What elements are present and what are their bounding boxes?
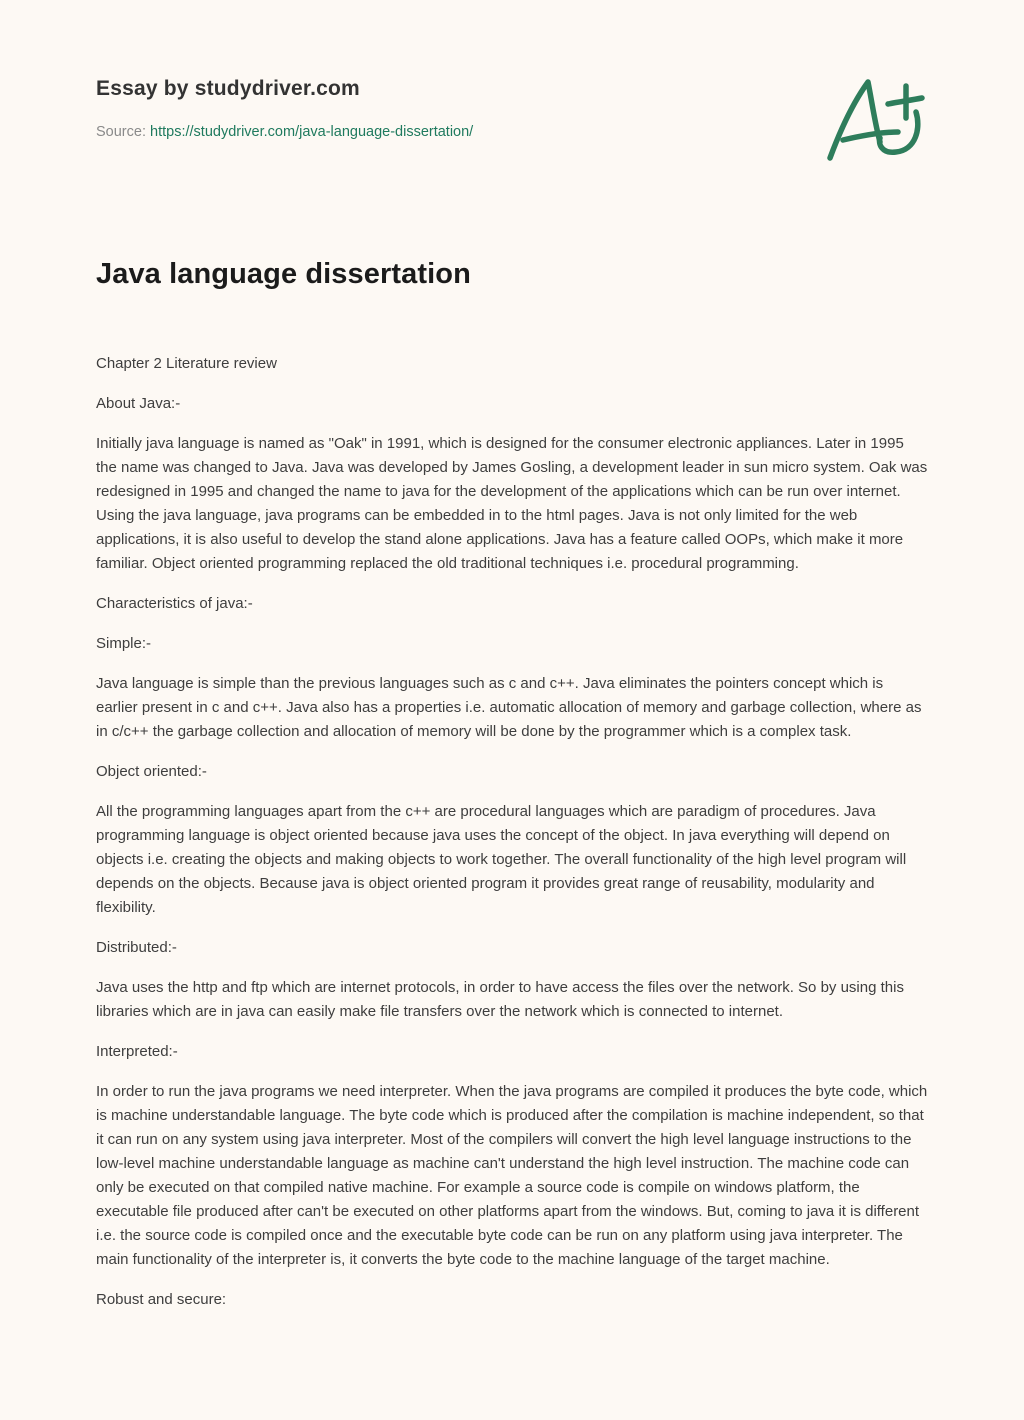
paragraph-section-heading: Distributed:-	[96, 939, 177, 956]
document-body	[96, 352, 928, 1328]
source-label: Source:	[96, 124, 146, 140]
a-plus-grade-icon	[820, 66, 930, 166]
paragraph: Java uses the http and ftp which are internet protocols, in order to have access the files over the network. So by using this libraries which are in java can easily make file transfers over the network which is connected to internet.	[96, 979, 904, 1020]
paragraph: Java language is simple than the previous languages such as c and c++. Java eliminates the pointers concept which is earlier present in c and c++. Java also has a properties i.e. automatic allocation of memory and garbage collection, where as in c/c++ the garbage collection and allocation of memory will be done by the programmer which is a complex task.	[96, 675, 922, 740]
page-header	[96, 74, 796, 142]
paragraph-section-heading: About Java:-	[96, 395, 181, 412]
paragraph: Initially java language is named as "Oak" in 1991, which is designed for the consumer electronic appliances. Later in 1995 the name was changed to Java. Java was developed by James Gosling, a development leader in sun micro system. Oak was redesigned in 1995 and changed the name to java for the development of the applications which can be run over internet. Using the java language, java programs can be embedded in to the html pages. Java is not only limited for the web applications, it is also useful to develop the stand alone applications. Java has a feature called OOPs, which make it more familiar. Object oriented programming replaced the old traditional techniques i.e. procedural programming.	[96, 435, 928, 572]
paragraph: In order to run the java programs we need interpreter. When the java programs are compiled it produces the byte code, which is machine understandable language. The byte code which is produced after the compilation is machine independent, so that it can run on any system using java interpreter. Most of the compilers will convert the high level language instructions to the low-level machine understandable language as machine can't understand the high level instruction. The machine code can only be executed on that compiled native machine. For example a source code is compile on windows platform, the executable file produced after can't be executed on other platforms apart from the windows. But, coming to java it is different i.e. the source code is compiled once and the executable byte code can be run on any platform using java interpreter. The main functionality of the interpreter is, it converts the byte code to the machine language of the target machine.	[96, 1083, 928, 1268]
document-title: Java language dissertation	[96, 258, 471, 290]
paragraph-section-heading: Robust and secure:	[96, 1291, 227, 1308]
source-link[interactable]: https://studydriver.com/java-language-dissertation/	[150, 124, 474, 140]
paragraph-section-heading: Characteristics of java:-	[96, 595, 253, 612]
paragraph-section-heading: Object oriented:-	[96, 763, 207, 780]
source-line	[96, 122, 796, 142]
site-title: Essay by studydriver.com	[96, 77, 360, 100]
paragraph-chapter-heading: Chapter 2 Literature review	[96, 355, 277, 372]
paragraph: All the programming languages apart from the c++ are procedural languages which are paradigm of procedures. Java programming language is object oriented because java uses the concept of the object. In java everything will depend on objects i.e. creating the objects and making objects to work together. The overall functionality of the high level program will depends on the objects. Because java is object oriented program it provides great range of reusability, modularity and flexibility.	[96, 803, 907, 916]
paragraph-section-heading: Simple:-	[96, 635, 152, 652]
paragraph-section-heading: Interpreted:-	[96, 1043, 178, 1060]
